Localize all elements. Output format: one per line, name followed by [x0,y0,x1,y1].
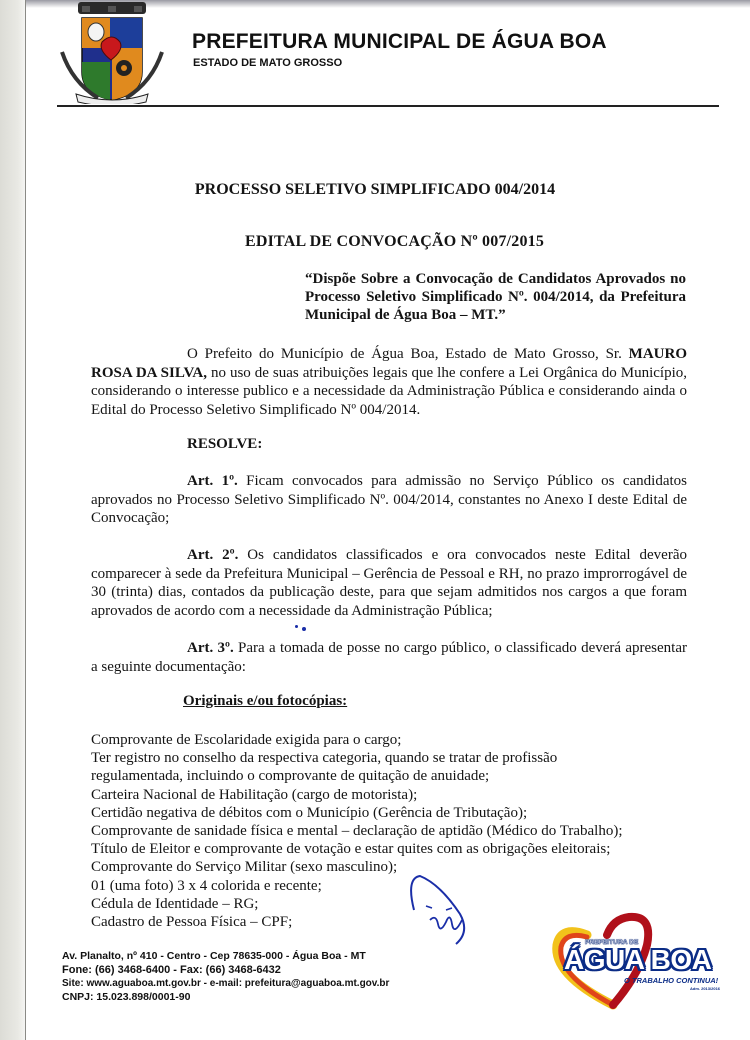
brand-name: ÁGUA BOA [564,944,712,975]
intro-text-end: no uso de suas atribuições legais que lhe confere a Lei Orgânica do Município, considerando o interesse publico e a necessidade da Administração Pública e considerando ainda o Edital do Processo Seletivo Simplificado Nº 004/2014. [91,364,687,418]
list-item: Título de Eleitor e comprovante de votação e estar quites com as obrigações eleitorais; [91,841,611,858]
list-item: Comprovante de sanidade física e mental – declaração de aptidão (Médico do Trabalho); [91,823,623,840]
list-item: Carteira Nacional de Habilitação (cargo de motorista); [91,786,418,803]
documents-heading: Originais e/ou fotocópias: [183,693,348,709]
article-text: Para a tomada de posse no cargo público, o classificado deverá apresentar a seguinte documentação: [91,640,688,675]
ink-dot [295,625,298,628]
article-label: Art. 1º. [187,473,238,489]
brand-term: Adm. 2013/2016 [690,986,721,991]
ink-dot [302,627,306,631]
footer-phone: Fone: (66) 3468-6400 - Fax: (66) 3468-6432 [62,963,281,976]
edital-title: EDITAL DE CONVOCAÇÃO Nº 007/2015 [245,233,545,250]
article-2 [91,546,687,620]
list-item: 01 (uma foto) 3 x 4 colorida e recente; [91,877,322,894]
header-divider [57,105,719,107]
handwritten-signature-icon [400,870,480,950]
mayor-name: MAURO ROSA DA SILVA, [91,346,687,381]
list-item: Comprovante de Escolaridade exigida para o cargo; [91,732,402,748]
list-item: Comprovante do Serviço Militar (sexo masculino); [91,859,398,876]
article-3 [91,639,687,676]
article-text: Os candidatos classificados e ora convocados neste Edital deverão comparecer à sede da Prefeitura Municipal – Gerência de Pessoal e RH, no prazo improrrogável de 30 (trinta) dias, contados da publicação deste, para que sejam admitidos nos cargos a que foram aprovados de acordo com a necessidade da Administração Pública; [91,547,687,619]
resolve-heading: RESOLVE: [187,436,263,452]
footer-address: Av. Planalto, nº 410 - Centro - Cep 78635-000 - Água Boa - MT [62,950,366,962]
article-1 [91,472,687,528]
footer-contact [62,950,389,1004]
footer-cnpj: CNPJ: 15.023.898/0001-90 [62,990,191,1003]
coat-of-arms-icon [58,2,166,104]
list-item: Certidão negativa de débitos com o Município (Gerência de Tributação); [91,804,528,821]
list-item: Ter registro no conselho da respectiva categoria, quando se tratar de profissão [91,750,558,767]
list-item: regulamentada, incluindo o comprovante de quitação de anuidade; [91,768,490,785]
list-item: Cadastro de Pessoa Física – CPF; [91,914,293,931]
article-label: Art. 2º. [187,547,239,563]
intro-paragraph [91,345,687,419]
header-title: PREFEITURA MUNICIPAL DE ÁGUA BOA [192,30,607,53]
ementa: “Dispõe Sobre a Convocação de Candidatos Aprovados no Processo Seletivo Simplificado Nº. 004/2014, da Prefeitura Municipal de Água Boa – MT.” [305,271,686,323]
header-subtitle: ESTADO DE MATO GROSSO [193,57,343,69]
brand-prefix: PREFEITURA DE [585,939,639,946]
article-text: Ficam convocados para admissão no Serviço Público os candidatos aprovados no Processo Seletivo Simplificado Nº. 004/2014, constantes no Anexo I deste Edital de Convocação; [91,473,688,526]
brand-slogan: O TRABALHO CONTINUA! [624,976,719,985]
footer-site: Site: www.aguaboa.mt.gov.br - e-mail: prefeitura@aguaboa.mt.gov.br [62,978,390,989]
article-label: Art. 3º. [187,640,234,656]
intro-text-start: O Prefeito do Município de Água Boa, Estado de Mato Grosso, Sr. [187,346,629,362]
list-item: Cédula de Identidade – RG; [91,895,259,912]
scan-edge [0,0,26,1040]
process-title: PROCESSO SELETIVO SIMPLIFICADO 004/2014 [194,181,556,198]
